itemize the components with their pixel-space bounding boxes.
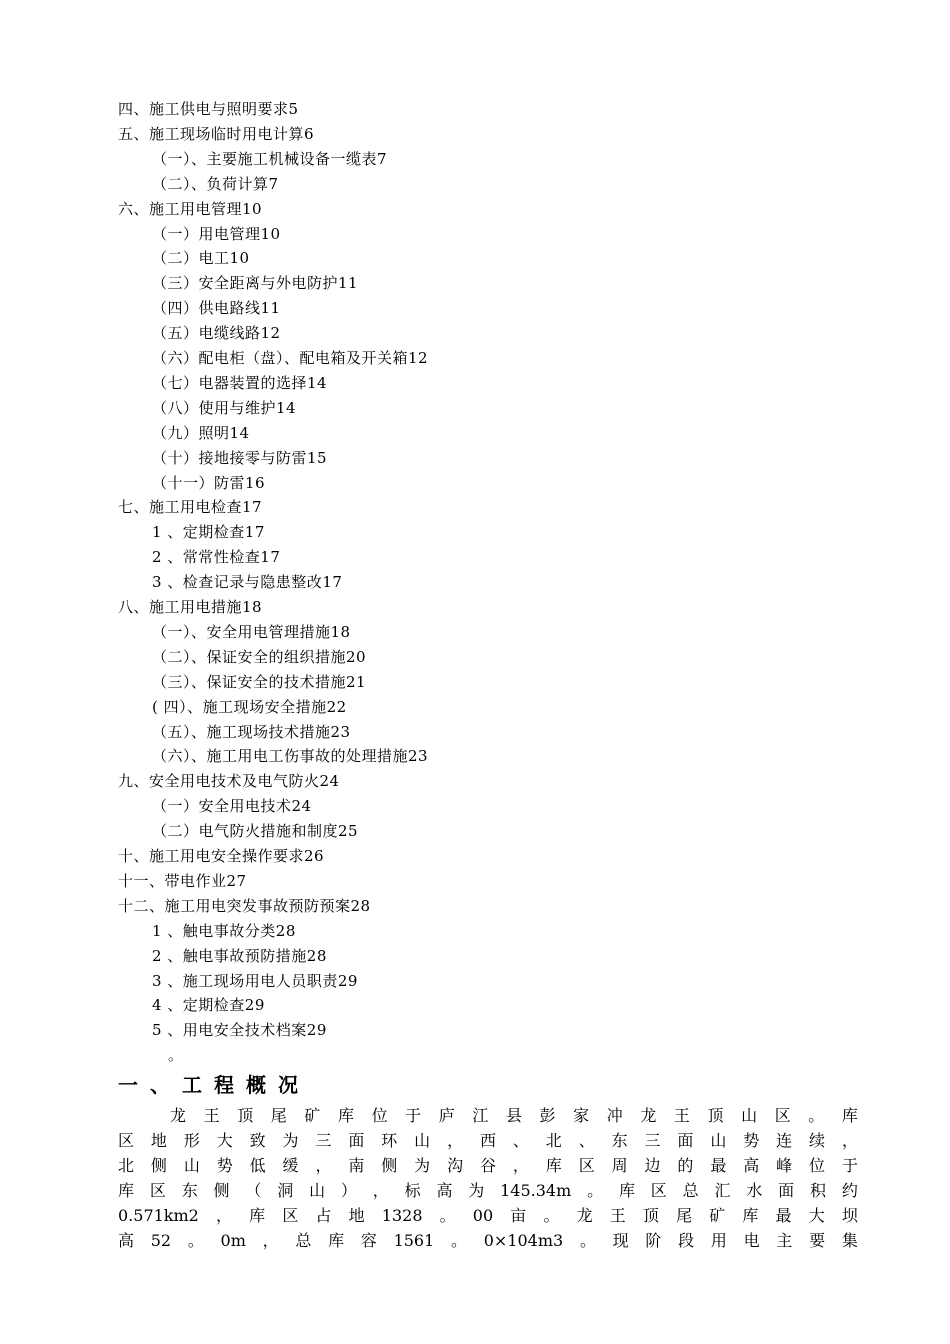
toc-entry: （三）安全距离与外电防护11	[152, 274, 359, 293]
toc-entry: （二）电气防火措施和制度25	[152, 822, 359, 841]
toc-entry: 。	[168, 1046, 184, 1065]
toc-entry: （四）供电路线11	[152, 299, 281, 318]
toc-entry: 十二、施工用电突发事故预防预案28	[118, 896, 371, 915]
paragraph-line: 北 侧 山 势 低 缓 ， 南 侧 为 沟 谷 ， 库 区 周 边 的 最 高 峰 位 于	[118, 1156, 858, 1175]
paragraph-line: 高 52 。 0m ， 总 库 容 1561 。 0×104m3 。 现 阶 段 用 电 主 要 集	[118, 1231, 858, 1250]
toc-entry: 1 、定期检查17	[152, 523, 265, 542]
toc-entry: （六）配电柜（盘）、配电箱及开关箱12	[152, 349, 429, 367]
toc-entry: （七）电器装置的选择14	[152, 373, 328, 392]
paragraph-line: 龙 王 顶 尾 矿 库 位 于 庐 江 县 彭 家 冲 龙 王 顶 山 区 。 库	[170, 1106, 858, 1125]
toc-entry: 2 、触电事故预防措施28	[152, 946, 327, 965]
toc-entry: （六）、施工用电工伤事故的处理措施23	[152, 747, 429, 766]
toc-entry: 2 、常常性检查17	[152, 548, 281, 567]
toc-entry: 四、施工供电与照明要求5	[118, 100, 299, 118]
toc-entry: （一）、主要施工机械设备一缆表7	[152, 149, 388, 168]
section-title: 一、工程概况	[118, 1073, 310, 1097]
toc-entry: （十）接地接零与防雷15	[152, 448, 328, 467]
toc-entry: （三）、保证安全的技术措施21	[152, 672, 367, 691]
toc-entry: （二）、保证安全的组织措施20	[152, 647, 367, 666]
toc-entry: 五、施工现场临时用电计算6	[118, 124, 315, 143]
toc-entry: 十、施工用电安全操作要求26	[118, 847, 325, 865]
toc-entry: （一）、安全用电管理措施18	[152, 622, 351, 641]
toc-entry: 3 、检查记录与隐患整改17	[152, 573, 343, 592]
paragraph-line: 0.571km2 ， 库 区 占 地 1328 。 00 亩 。 龙 王 顶 尾 矿 库 最 大 坝	[118, 1206, 858, 1225]
toc-entry: （八）使用与维护14	[152, 398, 297, 417]
toc-entry: （一）安全用电技术24	[152, 797, 312, 816]
toc-entry: （二）电工10	[152, 249, 250, 268]
toc-entry: 九、安全用电技术及电气防火24	[118, 772, 340, 791]
toc-entry: 3 、施工现场用电人员职责29	[152, 971, 358, 990]
toc-entry: （五）、施工现场技术措施23	[152, 722, 351, 741]
toc-entry: 十一、带电作业27	[118, 871, 247, 890]
toc-entry: （一）用电管理10	[152, 224, 281, 243]
toc-entry: 1 、触电事故分类28	[152, 921, 296, 940]
toc-entry: （九）照明14	[152, 423, 250, 442]
toc-entry: 5 、用电安全技术档案29	[152, 1021, 327, 1040]
toc-entry: 4 、定期检查29	[152, 996, 265, 1015]
paragraph-line: 库 区 东 侧 （ 洞 山 ） ， 标 高 为 145.34m 。 库 区 总 汇 水 面 积 约	[118, 1181, 858, 1200]
toc-entry: 八、施工用电措施18	[118, 598, 263, 616]
toc-entry: （十一）防雷16	[152, 473, 266, 492]
toc-entry: （五）电缆线路12	[152, 324, 281, 343]
toc-entry: 七、施工用电检查17	[118, 498, 263, 517]
toc-entry: 六、施工用电管理10	[118, 199, 263, 218]
toc-entry: ( 四）、施工现场安全措施22	[152, 697, 347, 716]
toc-entry: （二）、负荷计算7	[152, 174, 279, 193]
paragraph-line: 区 地 形 大 致 为 三 面 环 山 ， 西 、 北 、 东 三 面 山 势 连 续 ，	[118, 1131, 858, 1150]
